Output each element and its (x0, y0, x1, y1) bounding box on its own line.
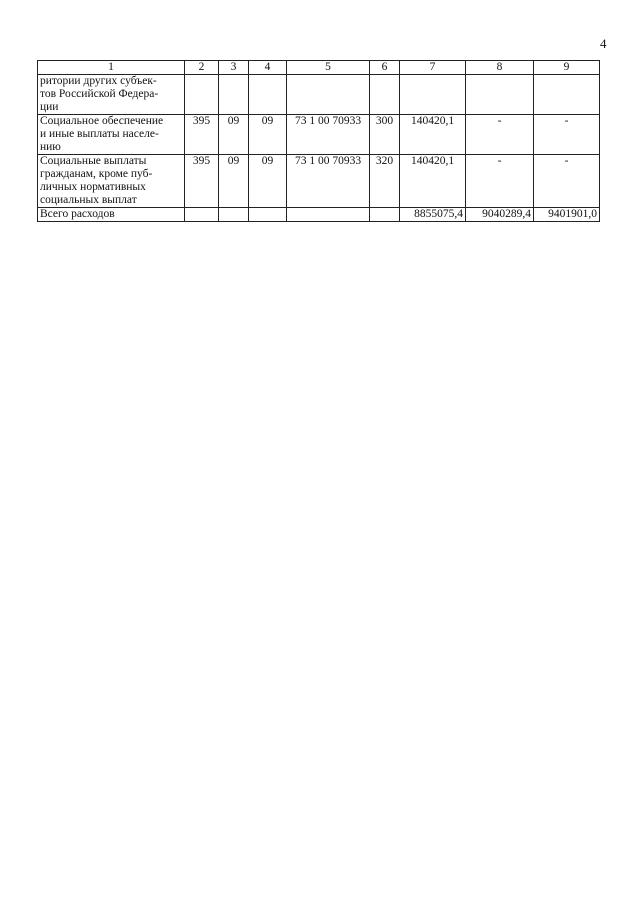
header-cell: 7 (400, 61, 466, 75)
header-cell: 2 (185, 61, 219, 75)
cell: 140420,1 (400, 115, 466, 155)
cell (185, 208, 219, 222)
cell: - (466, 155, 534, 208)
cell: 73 1 00 70933 (287, 155, 370, 208)
cell (185, 75, 219, 115)
table-row (38, 155, 600, 208)
header-cell: 6 (370, 61, 400, 75)
total-row (38, 208, 600, 222)
cell (400, 75, 466, 115)
cell: 09 (219, 155, 249, 208)
total-value: 9040289,4 (466, 208, 534, 222)
cell: 09 (219, 115, 249, 155)
cell: - (466, 115, 534, 155)
row-name-cell (38, 155, 185, 208)
cell (249, 75, 287, 115)
cell (249, 208, 287, 222)
cell (466, 75, 534, 115)
cell: - (534, 155, 600, 208)
header-cell: 4 (249, 61, 287, 75)
cell: 395 (185, 155, 219, 208)
cell: 09 (249, 115, 287, 155)
name-line: Социальные выплаты (40, 155, 147, 167)
table-row (38, 115, 600, 155)
name-line: гражданам, кроме пуб- (40, 168, 153, 180)
name-line: личных нормативных (40, 181, 146, 193)
row-name-cell (38, 115, 185, 155)
total-value: 8855075,4 (400, 208, 466, 222)
cell (370, 75, 400, 115)
cell: - (534, 115, 600, 155)
cell (287, 75, 370, 115)
expenditure-table (37, 60, 600, 222)
cell (219, 75, 249, 115)
name-line: Социальное обеспечение (40, 115, 164, 127)
header-cell: 5 (287, 61, 370, 75)
row-name-cell (38, 75, 185, 115)
name-line: тов Российской Федера- (40, 88, 159, 100)
name-line: и иные выплаты населе- (40, 128, 159, 140)
total-label: Всего расходов (38, 208, 185, 222)
cell (287, 208, 370, 222)
name-line: ритории других субъек- (40, 75, 157, 87)
cell (219, 208, 249, 222)
table-row (38, 75, 600, 115)
cell: 320 (370, 155, 400, 208)
page-number: 4 (600, 36, 607, 51)
cell (370, 208, 400, 222)
header-cell: 9 (534, 61, 600, 75)
cell: 09 (249, 155, 287, 208)
name-line: нию (40, 141, 61, 153)
header-cell: 8 (466, 61, 534, 75)
cell: 395 (185, 115, 219, 155)
cell (534, 75, 600, 115)
cell: 73 1 00 70933 (287, 115, 370, 155)
cell: 300 (370, 115, 400, 155)
cell: 140420,1 (400, 155, 466, 208)
name-line: социальных выплат (40, 194, 137, 206)
header-cell: 3 (219, 61, 249, 75)
header-row (38, 61, 600, 75)
total-value: 9401901,0 (534, 208, 600, 222)
name-line: ции (40, 101, 59, 113)
header-cell: 1 (38, 61, 185, 75)
